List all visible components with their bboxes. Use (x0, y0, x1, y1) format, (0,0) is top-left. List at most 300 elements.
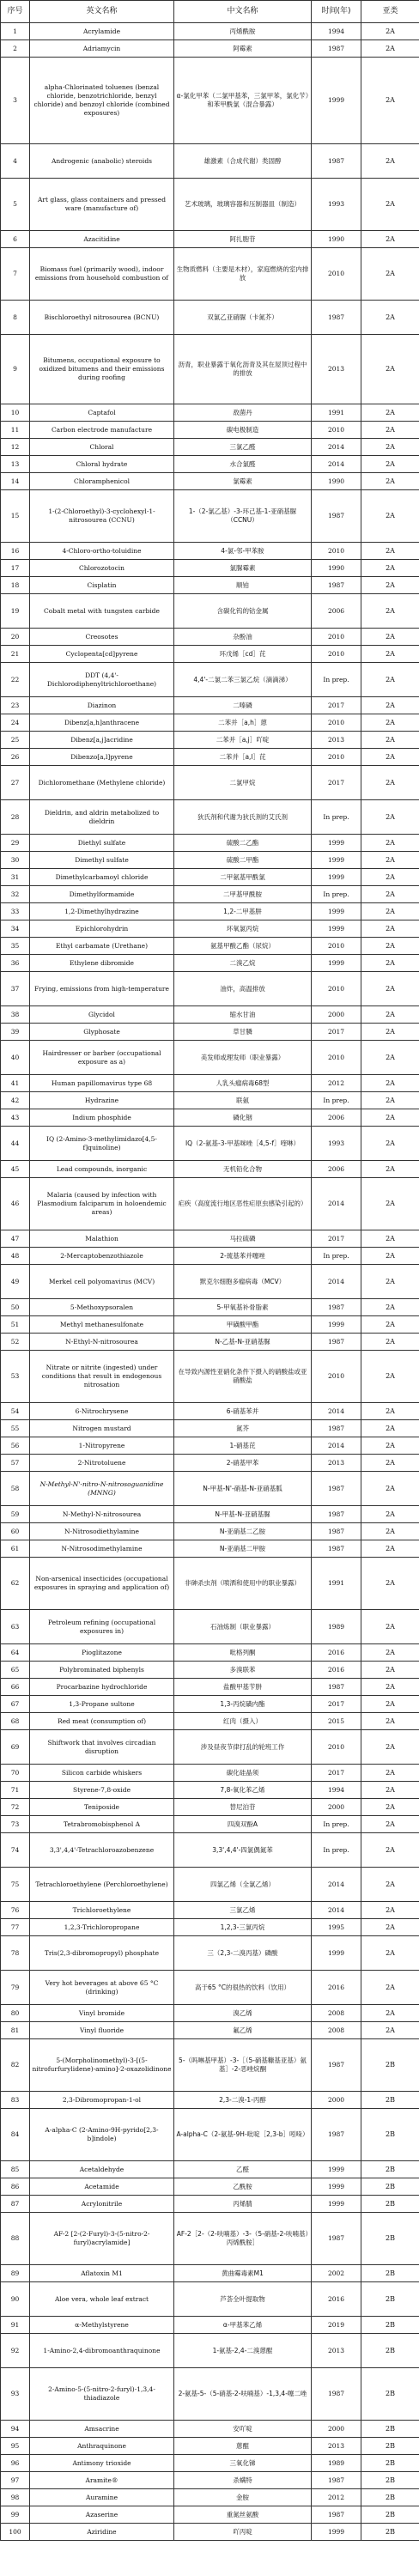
cell-chinese-name: 1,2-二甲基肼 (174, 903, 312, 920)
cell-year: 1987 (312, 490, 361, 543)
cell-english-name: 1,3-Propane sultone (30, 1696, 174, 1713)
cell-no: 46 (1, 1178, 30, 1230)
cell-group: 2A (361, 1334, 419, 1351)
cell-group: 2A (361, 1902, 419, 1919)
cell-no: 78 (1, 1936, 30, 1971)
cell-english-name: Androgenic (anabolic) steroids (30, 144, 174, 179)
cell-no: 31 (1, 869, 30, 886)
cell-group: 2A (361, 560, 419, 577)
cell-year: In prep. (312, 1248, 361, 1265)
cell-chinese-name: 2-氨基-5-（5-硝基-2-呋喃基）-1,3,4-噻二唑 (174, 2368, 312, 2421)
cell-chinese-name: 1-氨基-2,4-二溴蒽醌 (174, 2334, 312, 2368)
cell-group: 2A (361, 1230, 419, 1248)
cell-english-name: Chloramphenicol (30, 473, 174, 490)
cell-chinese-name: 敌菌丹 (174, 404, 312, 422)
cell-no: 10 (1, 404, 30, 422)
cell-chinese-name: 涉及昼夜节律打乱的轮班工作 (174, 1730, 312, 1765)
cell-chinese-name: 非砷杀虫剂（喷洒和使用中的职业暴露） (174, 1558, 312, 1610)
cell-chinese-name: 芦荟全叶提取物 (174, 2282, 312, 2317)
cell-group: 2A (361, 972, 419, 1006)
cell-year: 2000 (312, 1006, 361, 1024)
cell-year: 1999 (312, 1936, 361, 1971)
cell-group: 2A (361, 835, 419, 852)
cell-no: 11 (1, 422, 30, 439)
cell-no: 44 (1, 1127, 30, 1161)
cell-group: 2A (361, 732, 419, 749)
cell-group: 2A (361, 58, 419, 144)
cell-no: 57 (1, 1455, 30, 1472)
cell-chinese-name: 氨基甲酸乙酯（尿烷） (174, 938, 312, 955)
cell-english-name: Ethylene dibromide (30, 955, 174, 972)
cell-year: 2017 (312, 1765, 361, 1782)
cell-no: 13 (1, 456, 30, 473)
cell-group: 2A (361, 1351, 419, 1403)
cell-english-name: Procarbazine hydrochloride (30, 1679, 174, 1696)
cell-year: 2010 (312, 938, 361, 955)
cell-no: 66 (1, 1679, 30, 1696)
cell-group: 2A (361, 1248, 419, 1265)
cell-english-name: AF-2 [2-(2-Furyl)-3-(5-nitro-2-furyl)acrylamide] (30, 2213, 174, 2265)
cell-year: 2013 (312, 732, 361, 749)
cell-chinese-name: 默克尔细胞多瘤病毒（MCV） (174, 1265, 312, 1299)
cell-year: 2002 (312, 2265, 361, 2282)
cell-no: 100 (1, 2524, 30, 2541)
cell-year: 1999 (312, 955, 361, 972)
cell-english-name: Malathion (30, 1230, 174, 1248)
cell-english-name: Tetrachloroethylene (Perchloroethylene) (30, 1868, 174, 1902)
cell-year: 1991 (312, 404, 361, 422)
cell-no: 2 (1, 40, 30, 58)
cell-english-name: Silicon carbide whiskers (30, 1765, 174, 1782)
cell-english-name: Aramite® (30, 2472, 174, 2489)
cell-chinese-name: α-甲基苯乙烯 (174, 2317, 312, 2334)
cell-chinese-name: 碳化硅晶须 (174, 1765, 312, 1782)
cell-group: 2A (361, 1523, 419, 1540)
cell-chinese-name: 环戊烯［cd］芘 (174, 646, 312, 663)
cell-english-name: Diazinon (30, 697, 174, 714)
cell-year: 2010 (312, 543, 361, 560)
cell-english-name: 2,3-Dibromopropan-1-ol (30, 2092, 174, 2109)
cell-year: 2014 (312, 456, 361, 473)
header-english-name: 英文名称 (30, 1, 174, 23)
cell-group: 2B (361, 2317, 419, 2334)
cell-group: 2B (361, 2472, 419, 2489)
cell-english-name: 1-Nitropyrene (30, 1437, 174, 1455)
cell-english-name: Nitrogen mustard (30, 1420, 174, 1437)
cell-chinese-name: 1,3-丙烷磺内酯 (174, 1696, 312, 1713)
cell-group: 2A (361, 800, 419, 835)
cell-year: 2000 (312, 2421, 361, 2438)
cell-year: 1994 (312, 1782, 361, 1799)
cell-english-name: Petroleum refining (occupational exposures in) (30, 1610, 174, 1644)
cell-chinese-name: 环氧氯丙烷 (174, 920, 312, 938)
cell-group: 2A (361, 1971, 419, 2005)
cell-year: 1989 (312, 1610, 361, 1644)
cell-chinese-name: N-亚硝基二乙胺 (174, 1523, 312, 1540)
cell-no: 48 (1, 1248, 30, 1265)
cell-year: In prep. (312, 1816, 361, 1833)
cell-no: 95 (1, 2438, 30, 2455)
cell-chinese-name: 二溴乙烷 (174, 955, 312, 972)
cell-group: 2A (361, 697, 419, 714)
cell-english-name: Auramine (30, 2489, 174, 2506)
cell-chinese-name: 吡格列酮 (174, 1644, 312, 1662)
cell-chinese-name: 三（2,3-二溴丙基）磷酸 (174, 1936, 312, 1971)
cell-english-name: Lead compounds, inorganic (30, 1161, 174, 1178)
header-chinese-name: 中文名称 (174, 1, 312, 23)
cell-english-name: 1-(2-Chloroethyl)-3-cyclohexyl-1-nitrosourea (CCNU) (30, 490, 174, 543)
cell-no: 85 (1, 2161, 30, 2178)
cell-english-name: Azacitidine (30, 231, 174, 248)
cell-english-name: Azaserine (30, 2506, 174, 2524)
cell-chinese-name: 高于65 °C的很热的饮料（饮用） (174, 1971, 312, 2005)
cell-group: 2A (361, 938, 419, 955)
cell-no: 43 (1, 1109, 30, 1127)
cell-no: 34 (1, 920, 30, 938)
cell-year: 2014 (312, 1437, 361, 1455)
cell-year: 1999 (312, 852, 361, 869)
cell-group: 2A (361, 1006, 419, 1024)
cell-english-name: Aloe vera, whole leaf extract (30, 2282, 174, 2317)
cell-year: 2017 (312, 1230, 361, 1248)
cell-no: 80 (1, 2005, 30, 2022)
cell-no: 56 (1, 1437, 30, 1455)
cell-no: 14 (1, 473, 30, 490)
cell-no: 62 (1, 1558, 30, 1610)
cell-group: 2A (361, 1713, 419, 1730)
cell-chinese-name: 双氯乙亚硝脲（卡氮芥） (174, 301, 312, 335)
cell-english-name: Acetaldehyde (30, 2161, 174, 2178)
cell-english-name: Dibenz[a,j]acridine (30, 732, 174, 749)
cell-english-name: Dimethylcarbamoyl chloride (30, 869, 174, 886)
cell-no: 88 (1, 2213, 30, 2265)
cell-english-name: Chloral (30, 439, 174, 456)
cell-group: 2A (361, 852, 419, 869)
cell-english-name: Vinyl bromide (30, 2005, 174, 2022)
cell-group: 2B (361, 2109, 419, 2161)
cell-no: 22 (1, 663, 30, 697)
cell-chinese-name: 马拉硫磷 (174, 1230, 312, 1248)
cell-year: 2010 (312, 1730, 361, 1765)
cell-chinese-name: 沥青，职业暴露于氧化沥青及其在屋顶过程中的排放 (174, 335, 312, 404)
cell-no: 53 (1, 1351, 30, 1403)
cell-no: 50 (1, 1299, 30, 1316)
cell-group: 2A (361, 335, 419, 404)
cell-year: In prep. (312, 1092, 361, 1109)
cell-no: 74 (1, 1833, 30, 1868)
cell-english-name: Adriamycin (30, 40, 174, 58)
cell-english-name: Biomass fuel (primarily wood), indoor emissions from household combustion of (30, 248, 174, 301)
cell-no: 32 (1, 886, 30, 903)
cell-english-name: 1,2,3-Trichloropropane (30, 1919, 174, 1936)
cell-group: 2A (361, 1540, 419, 1558)
cell-no: 59 (1, 1506, 30, 1523)
cell-chinese-name: 乙醛 (174, 2161, 312, 2178)
cell-chinese-name: 盐酸甲基苄肼 (174, 1679, 312, 1696)
cell-group: 2A (361, 1075, 419, 1092)
cell-year: 1990 (312, 231, 361, 248)
cell-english-name: Frying, emissions from high-temperature (30, 972, 174, 1006)
cell-group: 2A (361, 248, 419, 301)
cell-group: 2A (361, 473, 419, 490)
cell-no: 23 (1, 697, 30, 714)
cell-year: 2014 (312, 1403, 361, 1420)
cell-year: 1987 (312, 1420, 361, 1437)
cell-chinese-name: 三氧化锑 (174, 2455, 312, 2472)
cell-no: 79 (1, 1971, 30, 2005)
cell-no: 28 (1, 800, 30, 835)
cell-year: 1999 (312, 835, 361, 852)
cell-year: 1987 (312, 40, 361, 58)
cell-chinese-name: 生物质燃料（主要是木材），家庭燃烧的室内排放 (174, 248, 312, 301)
cell-no: 72 (1, 1799, 30, 1816)
cell-group: 2B (361, 2196, 419, 2213)
cell-year: In prep. (312, 1833, 361, 1868)
cell-no: 18 (1, 577, 30, 594)
cell-no: 86 (1, 2178, 30, 2196)
cell-no: 63 (1, 1610, 30, 1644)
cell-no: 26 (1, 749, 30, 766)
cell-chinese-name: α-氯化甲苯（二氯甲基苯，三氯甲苯，氯化苄）和苯甲酰氯（混合暴露） (174, 58, 312, 144)
cell-group: 2B (361, 2368, 419, 2421)
cell-english-name: Art glass, glass containers and pressed ware (manufacture of) (30, 179, 174, 231)
cell-year: 1987 (312, 144, 361, 179)
cell-english-name: Ethyl carbamate (Urethane) (30, 938, 174, 955)
cell-english-name: 1,2-Dimethylhydrazine (30, 903, 174, 920)
cell-english-name: Bitumens, occupational exposure to oxidized bitumens and their emissions during roofing (30, 335, 174, 404)
cell-chinese-name: 美发师或理发师（职业暴露） (174, 1041, 312, 1075)
cell-year: 2010 (312, 629, 361, 646)
cell-year: 1999 (312, 2196, 361, 2213)
cell-group: 2B (361, 2455, 419, 2472)
cell-no: 90 (1, 2282, 30, 2317)
cell-year: 1987 (312, 2213, 361, 2265)
cell-english-name: Polybrominated biphenyls (30, 1662, 174, 1679)
cell-english-name: Cobalt metal with tungsten carbide (30, 594, 174, 629)
cell-no: 99 (1, 2506, 30, 2524)
cell-chinese-name: N-甲基-N-亚硝基脲 (174, 1506, 312, 1523)
cell-english-name: N-Methyl-N-nitrosourea (30, 1506, 174, 1523)
cell-chinese-name: 四氯乙烯（全氯乙烯） (174, 1868, 312, 1902)
cell-chinese-name: 4,4'-二氯二苯三氯乙烷（滴滴涕） (174, 663, 312, 697)
cell-english-name: Diethyl sulfate (30, 835, 174, 852)
cell-year: 2010 (312, 1041, 361, 1075)
cell-year: 2010 (312, 422, 361, 439)
cell-year: 2008 (312, 2022, 361, 2039)
cell-group: 2A (361, 231, 419, 248)
cell-no: 84 (1, 2109, 30, 2161)
cell-no: 82 (1, 2039, 30, 2092)
cell-chinese-name: 黄曲霉毒素M1 (174, 2265, 312, 2282)
cell-no: 83 (1, 2092, 30, 2109)
cell-group: 2A (361, 1127, 419, 1161)
cell-year: 2012 (312, 1075, 361, 1092)
cell-english-name: Dieldrin, and aldrin metabolized to dieldrin (30, 800, 174, 835)
cell-english-name: 2-Amino-5-(5-nitro-2-furyl)-1,3,4-thiadiazole (30, 2368, 174, 2421)
cell-group: 2B (361, 2092, 419, 2109)
cell-english-name: N-Ethyl-N-nitrosourea (30, 1334, 174, 1351)
cell-chinese-name: 缩水甘油 (174, 1006, 312, 1024)
cell-english-name: α-Methylstyrene (30, 2317, 174, 2334)
cell-no: 41 (1, 1075, 30, 1092)
cell-year: 2013 (312, 335, 361, 404)
cell-english-name: 3,3',4,4'-Tetrachloroazobenzene (30, 1833, 174, 1868)
cell-no: 51 (1, 1316, 30, 1334)
cell-chinese-name: 3,3',4,4'-四氯偶氮苯 (174, 1833, 312, 1868)
cell-year: 1990 (312, 473, 361, 490)
cell-group: 2B (361, 2438, 419, 2455)
cell-english-name: Vinyl fluoride (30, 2022, 174, 2039)
cell-english-name: N-Methyl-N'-nitro-N-nitrosoguanidine (MNNG) (30, 1472, 174, 1506)
cell-english-name: alpha-Chlorinated toluenes (benzal chloride, benzotrichloride, benzyl chloride) and benzoyl chloride (combined exposures) (30, 58, 174, 144)
cell-year: 2014 (312, 439, 361, 456)
cell-no: 75 (1, 1868, 30, 1902)
cell-no: 30 (1, 852, 30, 869)
cell-english-name: Red meat (consumption of) (30, 1713, 174, 1730)
cell-english-name: N-Nitrosodiethylamine (30, 1523, 174, 1540)
cell-group: 2A (361, 1092, 419, 1109)
cell-english-name: Hairdresser or barber (occupational exposure as a) (30, 1041, 174, 1075)
cell-group: 2A (361, 1506, 419, 1523)
cell-chinese-name: 杀螨特 (174, 2472, 312, 2489)
cell-no: 98 (1, 2489, 30, 2506)
cell-chinese-name: 替尼泊苷 (174, 1799, 312, 1816)
cell-year: 2016 (312, 1662, 361, 1679)
cell-year: 2019 (312, 2317, 361, 2334)
header-group: 亚类 (361, 1, 419, 23)
cell-english-name: Aziridine (30, 2524, 174, 2541)
cell-group: 2A (361, 40, 419, 58)
cell-no: 94 (1, 2421, 30, 2438)
cell-no: 87 (1, 2196, 30, 2213)
cell-english-name: Cisplatin (30, 577, 174, 594)
cell-chinese-name: 二苯并［a,h］蒽 (174, 714, 312, 732)
cell-group: 2B (361, 2334, 419, 2368)
cell-chinese-name: 联氨 (174, 1092, 312, 1109)
cell-chinese-name: 碳电极制造 (174, 422, 312, 439)
cell-year: 1989 (312, 2455, 361, 2472)
cell-no: 61 (1, 1540, 30, 1558)
cell-year: 2010 (312, 248, 361, 301)
cell-year: 1987 (312, 1506, 361, 1523)
cell-chinese-name: N-乙基-N-亚硝基脲 (174, 1334, 312, 1351)
cell-group: 2A (361, 749, 419, 766)
cell-year: 1994 (312, 23, 361, 40)
cell-group: 2A (361, 144, 419, 179)
cell-chinese-name: 1,2,3-三氯丙烷 (174, 1919, 312, 1936)
cell-group: 2A (361, 1455, 419, 1472)
cell-year: In prep. (312, 800, 361, 835)
cell-chinese-name: 5-（吗啉基甲基）-3-［（5-硝基糠基亚基）氨基］-2-恶唑烷酮 (174, 2039, 312, 2092)
cell-no: 77 (1, 1919, 30, 1936)
cell-group: 2A (361, 543, 419, 560)
cell-chinese-name: 含碳化钨的钴金属 (174, 594, 312, 629)
cell-no: 55 (1, 1420, 30, 1437)
cell-chinese-name: 2-巯基苯并噻唑 (174, 1248, 312, 1265)
cell-english-name: N-Nitrosodimethylamine (30, 1540, 174, 1558)
cell-chinese-name: 二嗪磷 (174, 697, 312, 714)
cell-no: 15 (1, 490, 30, 543)
cell-year: 1999 (312, 2524, 361, 2541)
cell-year: In prep. (312, 663, 361, 697)
cell-no: 9 (1, 335, 30, 404)
cell-year: 2000 (312, 2092, 361, 2109)
cell-group: 2A (361, 1178, 419, 1230)
cell-year: 1987 (312, 1523, 361, 1540)
cell-chinese-name: 阿扎胞苷 (174, 231, 312, 248)
cell-year: 1993 (312, 179, 361, 231)
cell-year: 2010 (312, 646, 361, 663)
cell-no: 70 (1, 1765, 30, 1782)
cell-chinese-name: 二氯甲烷 (174, 766, 312, 800)
cell-chinese-name: N-甲基-N'-硝基-N-亚硝基胍 (174, 1472, 312, 1506)
cell-year: 1987 (312, 1472, 361, 1506)
cell-no: 40 (1, 1041, 30, 1075)
cell-english-name: 5-Methoxypsoralen (30, 1299, 174, 1316)
cell-group: 2A (361, 1765, 419, 1782)
cell-english-name: Cyclopenta[cd]pyrene (30, 646, 174, 663)
cell-year: 1987 (312, 1679, 361, 1696)
cell-english-name: Acrylamide (30, 23, 174, 40)
cell-group: 2A (361, 1316, 419, 1334)
cell-no: 36 (1, 955, 30, 972)
cell-no: 69 (1, 1730, 30, 1765)
cell-year: 2010 (312, 1351, 361, 1403)
cell-year: 1999 (312, 58, 361, 144)
cell-chinese-name: IQ（2-氨基-3-甲基咪唑［4,5-f］喹啉） (174, 1127, 312, 1161)
cell-group: 2A (361, 1662, 419, 1679)
cell-chinese-name: 4-氯-邻-甲苯胺 (174, 543, 312, 560)
cell-year: 2015 (312, 1713, 361, 1730)
cell-year: 2010 (312, 714, 361, 732)
cell-year: 1987 (312, 1334, 361, 1351)
cell-no: 19 (1, 594, 30, 629)
cell-year: 2006 (312, 594, 361, 629)
cell-chinese-name: 磷化铟 (174, 1109, 312, 1127)
cell-english-name: Malaria (caused by infection with Plasmodium falciparum in holoendemic areas) (30, 1178, 174, 1230)
cell-chinese-name: 1-硝基芘 (174, 1437, 312, 1455)
cell-chinese-name: 四溴双酚A (174, 1816, 312, 1833)
cell-chinese-name: 安吖啶 (174, 2421, 312, 2438)
cell-no: 42 (1, 1092, 30, 1109)
cell-chinese-name: 2,3-二溴-1-丙醇 (174, 2092, 312, 2109)
cell-group: 2B (361, 2265, 419, 2282)
cell-group: 2A (361, 179, 419, 231)
cell-no: 21 (1, 646, 30, 663)
cell-english-name: Acetamide (30, 2178, 174, 2196)
cell-no: 54 (1, 1403, 30, 1420)
cell-no: 93 (1, 2368, 30, 2421)
cell-english-name: Carbon electrode manufacture (30, 422, 174, 439)
cell-english-name: A-alpha-C (2-Amino-9H-pyrido[2,3-b]indole) (30, 2109, 174, 2161)
cell-group: 2A (361, 1299, 419, 1316)
cell-chinese-name: 7,8-氧化苯乙烯 (174, 1782, 312, 1799)
cell-chinese-name: 溴乙烯 (174, 2005, 312, 2022)
cell-no: 20 (1, 629, 30, 646)
cell-english-name: Human papillomavirus type 68 (30, 1075, 174, 1092)
cell-group: 2B (361, 2282, 419, 2317)
cell-chinese-name: 雄激素（合成代谢）类固醇 (174, 144, 312, 179)
cell-no: 52 (1, 1334, 30, 1351)
cell-no: 35 (1, 938, 30, 955)
cell-group: 2A (361, 301, 419, 335)
cell-no: 37 (1, 972, 30, 1006)
cell-no: 5 (1, 179, 30, 231)
cell-no: 76 (1, 1902, 30, 1919)
cell-year: 2017 (312, 766, 361, 800)
cell-no: 12 (1, 439, 30, 456)
cell-group: 2A (361, 404, 419, 422)
